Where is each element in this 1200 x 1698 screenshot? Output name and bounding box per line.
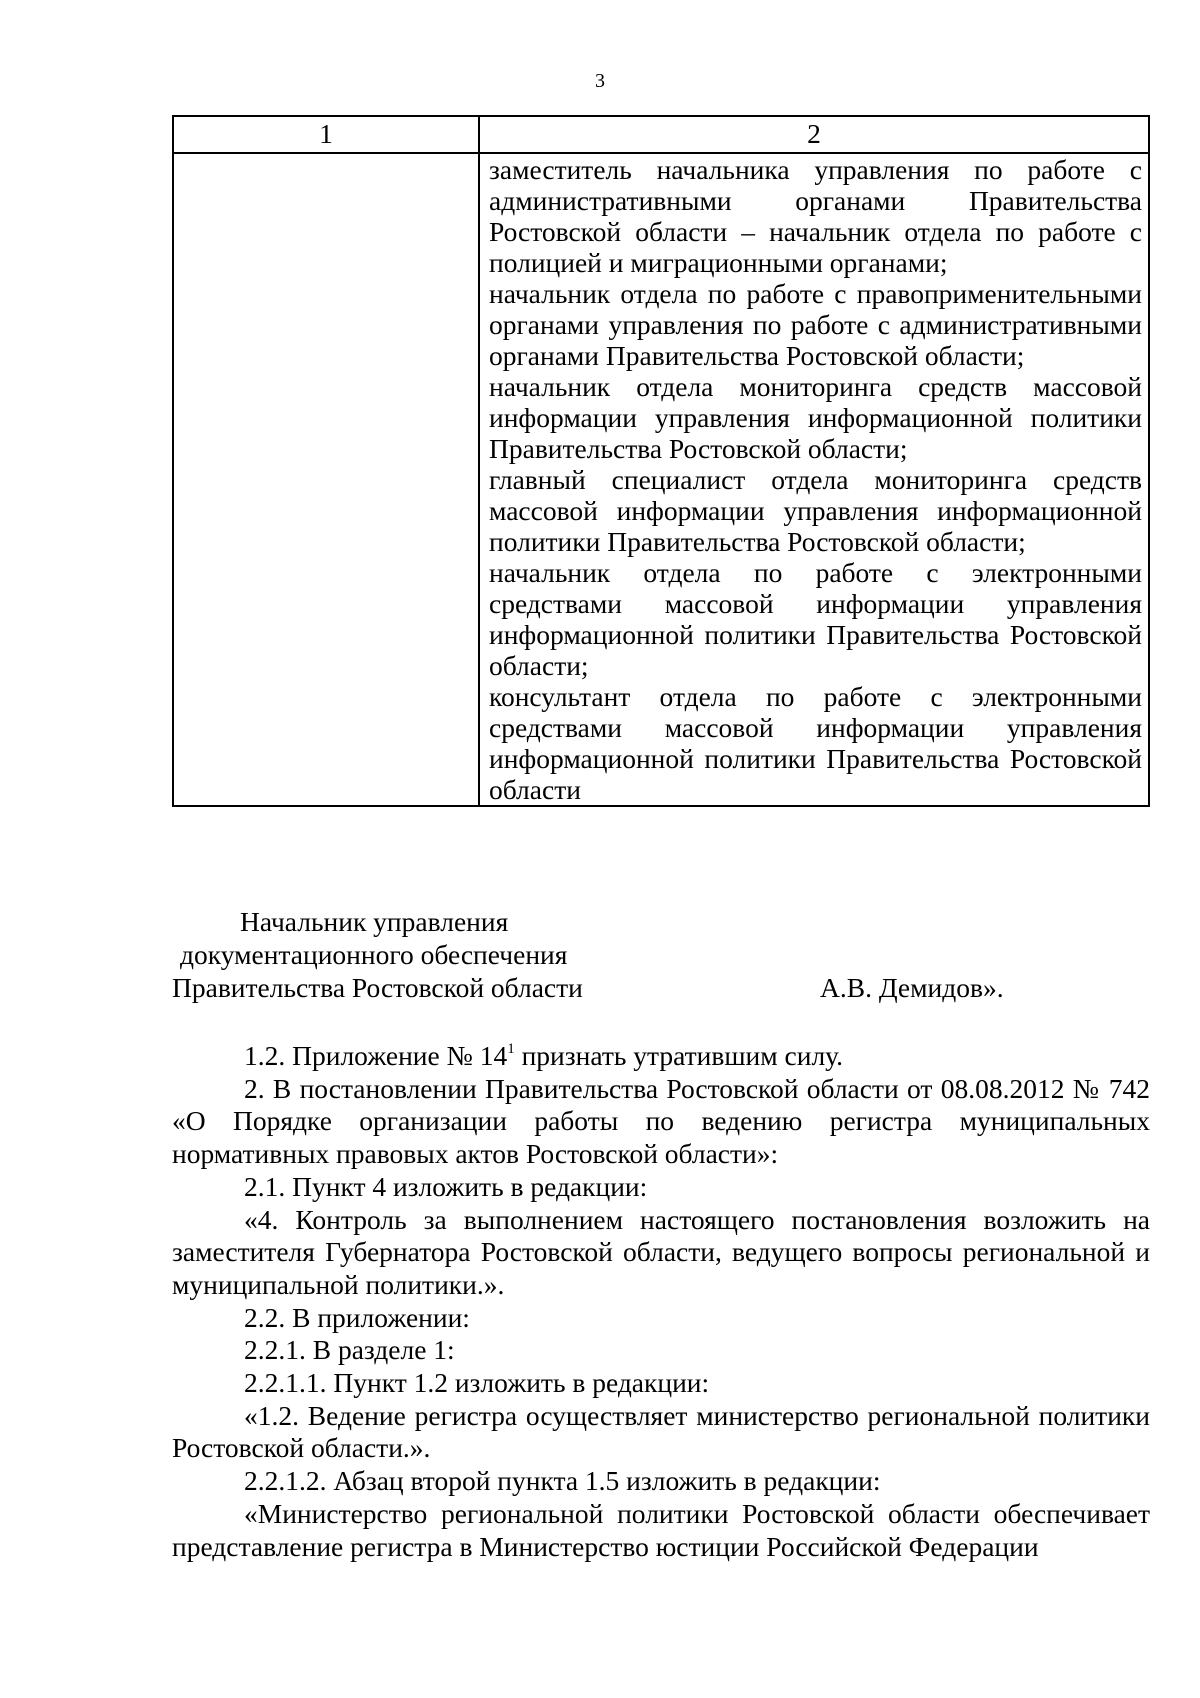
paragraph: 2.2. В приложении: (244, 1301, 470, 1333)
table-cell-col-1 (173, 153, 479, 806)
paragraph: 2.2.1.1. Пункт 1.2 изложить в редакции: (244, 1367, 710, 1399)
paragraph: «1.2. Ведение регистра осуществляет министерство региональной политики Ростовской области.». (172, 1399, 1150, 1464)
position-entry: начальник отдела по работе с правоприменительными органами управления по работе с административными органами Правительства Ростовской области; (489, 278, 1142, 371)
paragraph-text: 1.2. Приложение № 14 (244, 1040, 508, 1071)
table-cell-col-2 (479, 153, 1149, 806)
table-header-col-1: 1 (173, 116, 479, 153)
signature-title-line-3 (172, 971, 1052, 1004)
table-row (173, 153, 1149, 806)
positions-table (172, 115, 1150, 807)
paragraph: 2. В постановлении Правительства Ростовской области от 08.08.2012 № 742 «О Порядке организации работы по ведению регистра муниципальных нормативных правовых актов Ростовской области»: (172, 1072, 1150, 1170)
superscript: 1 (507, 1040, 515, 1057)
document-body (172, 1040, 1150, 1563)
paragraph: «Министерство региональной политики Ростовской области обеспечивает представление регистра в Министерство юстиции Российской Федерации (172, 1497, 1150, 1562)
page-number: 3 (595, 70, 605, 92)
signature-title-line-2: документационного обеспечения (180, 939, 568, 970)
signature-block (172, 905, 1052, 1004)
paragraph (172, 1040, 1150, 1073)
position-entry: главный специалист отдела мониторинга средств массовой информации управления информационной политики Правительства Ростовской области; (489, 464, 1142, 557)
paragraph: 2.2.1. В разделе 1: (244, 1334, 455, 1366)
position-entry: начальник отдела мониторинга средств массовой информации управления информационной политики Правительства Ростовской области; (489, 371, 1142, 464)
paragraph: 2.2.1.2. Абзац второй пункта 1.5 изложить в редакции: (244, 1465, 881, 1497)
table-header-row (173, 116, 1149, 153)
signatory-name: А.В. Демидов». (820, 972, 1004, 1003)
table-header-col-2: 2 (479, 116, 1149, 153)
position-entry: начальник отдела по работе с электронными средствами массовой информации управления информационной политики Правительства Ростовской области; (489, 557, 1142, 681)
signature-title-line-1: Начальник управления (240, 906, 509, 937)
paragraph: 2.1. Пункт 4 изложить в редакции: (244, 1170, 648, 1202)
position-entry: заместитель начальника управления по работе с административными органами Правительства Ростовской области – начальник отдела по работе с полицией и миграционными органами; (489, 154, 1142, 278)
signature-title-line-3-text: Правительства Ростовской области (172, 972, 583, 1003)
paragraph-text: признать утратившим силу. (514, 1040, 844, 1071)
position-entry: консультант отдела по работе с электронными средствами массовой информации управления информационной политики Правительства Ростовской области (489, 681, 1142, 805)
paragraph: «4. Контроль за выполнением настоящего постановления возложить на заместителя Губернатора Ростовской области, ведущего вопросы региональной и муниципальной политики.». (172, 1203, 1150, 1300)
